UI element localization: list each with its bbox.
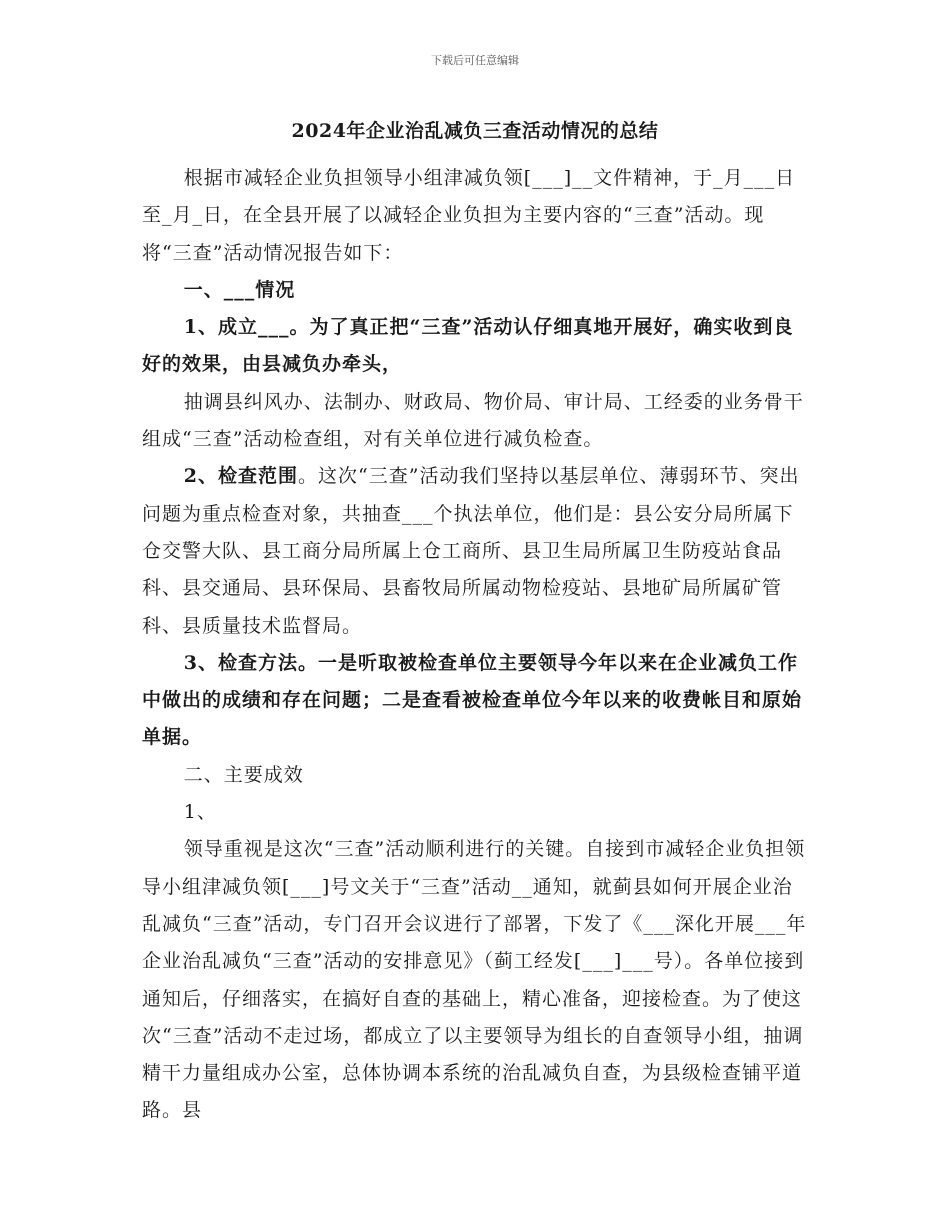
item-number: 1、 (183, 801, 217, 824)
paragraph-leadership: 领导重视是这次“三查”活动顺利进行的关键。自接到市减轻企业负担领导小组津减负领[___]号文关于“三查”活动__通知，就蓟县如何开展企业治乱减负“三查”活动，专门召开会议进行了部署，下发了《___深化开展___年企业治乱减负“三查”活动的安排意见》（蓟工经发[___]___号）。各单位接到通知后，仔细落实，在搞好自查的基础上，精心准备，迎接检查。为了使这次“三查”活动不走过场，都成立了以主要领导为组长的自查领导小组，抽调精干力量组成办公室，总体协调本系统的治乱减负自查，为县级检查铺平道路。县 (142, 838, 807, 1122)
paragraph-bold-1: 1、成立___。为了真正把“三查”活动认仔细真地开展好，确实收到良好的效果，由县减负办牵头， (142, 316, 794, 376)
scope-text: 。这次“三查”活动我们坚持以基层单位、薄弱环节、突出问题为重点检查对象，共抽查___个执法单位，他们是：县公安分局所属下仓交警大队、县工商分局所属上仓工商所、县卫生局所属卫生防疫站食品科、县交通局、县环保局、县畜牧局所属动物检疫站、县地矿局所属矿管科、县质量技术监督局。 (142, 465, 800, 637)
document-title: 2024年企业治乱减负三查活动情况的总结 (291, 120, 659, 142)
paragraph-method: 3、检查方法。一是听取被检查单位主要领导今年以来在企业减负工作中做出的成绩和存在问题；二是查看被检查单位今年以来的收费帐目和原始单据。 (142, 651, 803, 749)
document-body (142, 160, 812, 1130)
header-note: 下载后可任意编辑 (431, 54, 519, 67)
section-heading-1: 一、___情况 (183, 278, 296, 301)
paragraph-inspection-team: 抽调县纠风办、法制办、财政局、物价局、审计局、工经委的业务骨干组成“三查”活动检查组，对有关单位进行减负检查。 (142, 390, 804, 451)
paragraph-scope (142, 458, 812, 644)
paragraph-intro: 根据市减轻企业负担领导小组津减负领[___]__文件精神，于_月___日至_月_日，在全县开展了以减轻企业负担为主要内容的“三查”活动。现将“三查”活动情况报告如下： (142, 167, 796, 264)
section-heading-2: 二、主要成效 (183, 763, 304, 786)
scope-label: 2、检查范围 (183, 465, 299, 488)
